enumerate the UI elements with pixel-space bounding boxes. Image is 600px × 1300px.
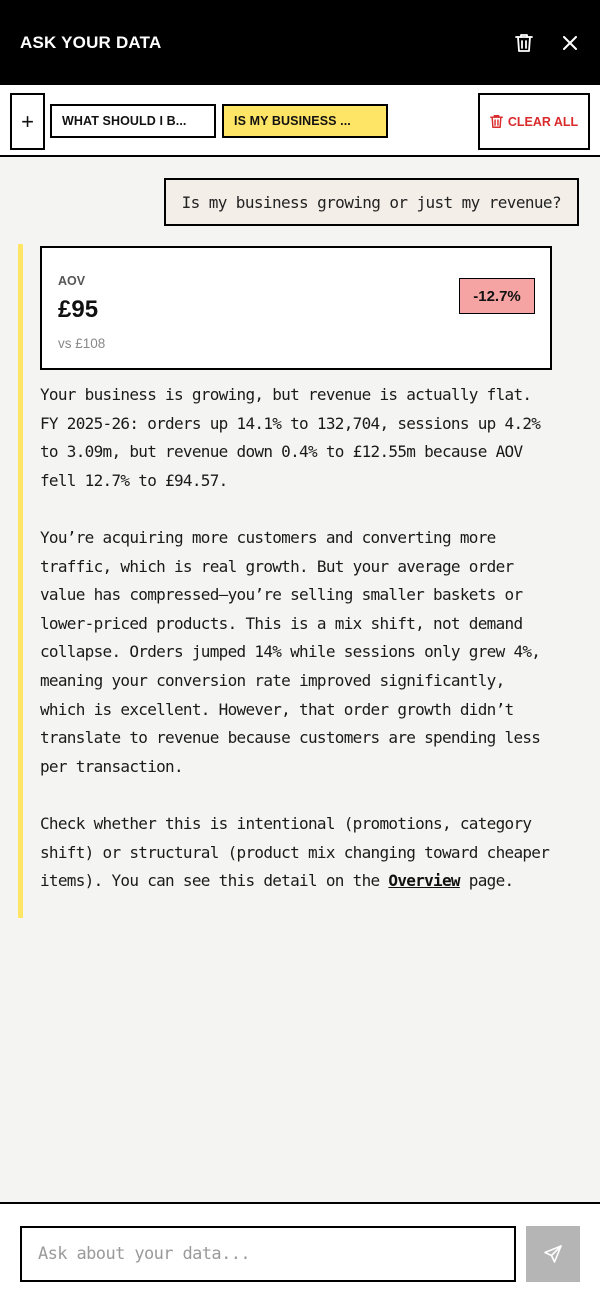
metric-comparison: vs £108 — [58, 336, 106, 351]
overview-link[interactable]: Overview — [388, 871, 460, 891]
header-actions — [514, 33, 580, 53]
metric-card — [40, 246, 552, 370]
composer — [0, 1202, 600, 1300]
panel-header — [0, 0, 600, 85]
trash-icon — [490, 114, 503, 129]
clear-all-button[interactable] — [478, 93, 590, 150]
new-conversation-button[interactable]: + — [10, 93, 45, 150]
reply-paragraph-text: You’re acquiring more customers and converting more traffic, which is real growth. But your average order value has compressed—you’re selling smaller baskets or lower-priced products. This is a mix shift, not demand collapse. Orders jumped 14% while sessions only grew 4%, meaning your conversion rate improved significantly, which is excellent. However, that order growth didn’t translate to revenue because customers are spending less per transaction. — [40, 527, 541, 776]
tab-what-should-i[interactable]: WHAT SHOULD I B... — [50, 104, 216, 138]
send-icon — [543, 1244, 563, 1264]
delete-chat-button[interactable] — [514, 33, 534, 53]
close-icon — [563, 36, 577, 50]
reply-paragraph-text: Check whether this is intentional (promotions, category shift) or structural (product mix changing toward cheaper items). You can see this detail on the — [40, 813, 550, 891]
metric-value: £95 — [58, 296, 99, 323]
close-button[interactable] — [560, 33, 580, 53]
conversation-tabs — [0, 85, 600, 157]
reply-paragraph: Your business is growing, but revenue is actually flat. FY 2025-26: orders up 14.1% to 132,704, sessions up 4.2% to 3.09m, but revenue down 0.4% to £12.55m because AOV fell 12.7% to £94.57. — [40, 385, 541, 490]
panel-title: ASK YOUR DATA — [20, 32, 162, 52]
tab-is-my-business[interactable]: IS MY BUSINESS ... — [222, 104, 388, 138]
user-message: Is my business growing or just my revenue? — [164, 178, 579, 226]
trash-icon — [515, 33, 533, 53]
reply-paragraph — [40, 524, 552, 781]
metric-change-badge: -12.7% — [459, 278, 535, 314]
reply-paragraph-text: page. — [459, 871, 514, 891]
metric-label: AOV — [58, 274, 86, 288]
clear-all-label: CLEAR ALL — [507, 114, 579, 129]
chat-input[interactable] — [20, 1226, 516, 1282]
send-button[interactable] — [526, 1226, 580, 1282]
reply-text — [40, 381, 552, 896]
reply-paragraph — [40, 810, 552, 896]
assistant-reply — [18, 244, 558, 918]
